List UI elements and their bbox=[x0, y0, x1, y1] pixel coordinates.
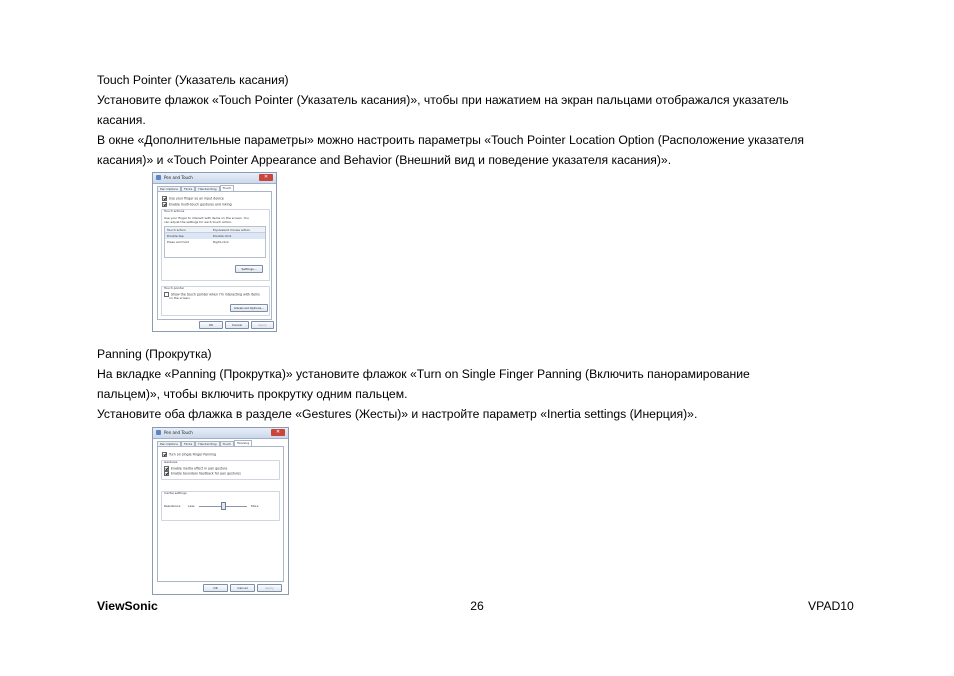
tab-pane bbox=[157, 191, 272, 320]
paragraph-line: Установите оба флажка в разделе «Gestures (Жесты)» и настройте параметр «Inertia settings (Инерция)». bbox=[97, 407, 698, 421]
resistance-slider-thumb[interactable] bbox=[221, 502, 226, 510]
group-label: Gestures bbox=[164, 460, 178, 464]
settings-button[interactable]: Settings... bbox=[235, 265, 263, 273]
option-continuation: on the screen. bbox=[169, 296, 191, 300]
column-header: Touch action bbox=[167, 228, 186, 232]
section-heading: Panning (Прокрутка) bbox=[97, 347, 212, 361]
footer-brand: ViewSonic bbox=[97, 599, 158, 613]
group-label: Inertia settings bbox=[164, 491, 187, 495]
less-label: Less bbox=[188, 504, 195, 508]
touch-actions-table bbox=[164, 226, 266, 258]
tab-pen-options[interactable]: Pen Options bbox=[157, 186, 181, 192]
advanced-options-button[interactable]: Advanced Options... bbox=[230, 304, 268, 312]
boundary-feedback-option[interactable]: Enable boundary feedback for pan gestures bbox=[164, 471, 241, 476]
single-finger-panning-option[interactable]: Turn on Single Finger Panning bbox=[162, 452, 216, 457]
paragraph-line: Установите флажок «Touch Pointer (Указатель касания)», чтобы при нажатием на экран пальцами отображался указатель bbox=[97, 93, 789, 107]
ok-button[interactable]: OK bbox=[203, 584, 228, 592]
cancel-button[interactable]: Cancel bbox=[230, 584, 255, 592]
group-description: can adjust the settings for each touch action. bbox=[164, 220, 233, 224]
checkbox-checked[interactable] bbox=[162, 202, 167, 207]
panning-settings-screenshot bbox=[152, 427, 289, 595]
inertia-settings-group bbox=[161, 491, 280, 521]
resistance-label: Resistance: bbox=[164, 504, 182, 508]
touch-pointer-group bbox=[161, 286, 270, 316]
close-icon[interactable]: ✕ bbox=[271, 429, 285, 436]
section-touch-pointer bbox=[97, 70, 867, 170]
more-label: More bbox=[251, 504, 259, 508]
section-heading: Touch Pointer (Указатель касания) bbox=[97, 73, 289, 87]
column-header: Equivalent mouse action bbox=[213, 228, 251, 232]
tab-flicks[interactable]: Flicks bbox=[181, 441, 195, 447]
paragraph-line: На вкладке «Panning (Прокрутка)» установите флажок «Turn on Single Finger Panning (Включить панорамирование bbox=[97, 367, 750, 381]
tab-pane bbox=[157, 446, 284, 582]
apply-button[interactable]: Apply bbox=[257, 584, 282, 592]
gestures-group bbox=[161, 460, 280, 480]
group-description: Use your finger to interact with items on the screen. You bbox=[164, 216, 249, 220]
dialog-titlebar bbox=[153, 428, 288, 439]
tab-handwriting[interactable]: Handwriting bbox=[195, 186, 219, 192]
tab-panning[interactable]: Panning bbox=[234, 440, 252, 447]
inertia-effect-option[interactable]: Enable inertia effect in pan gesture bbox=[164, 466, 227, 471]
pen-touch-icon bbox=[156, 430, 161, 435]
multitouch-option[interactable]: Enable multi-touch gestures and inking bbox=[162, 202, 232, 207]
table-row[interactable]: Press and hold Right-click bbox=[167, 240, 229, 244]
paragraph-line: касания)» и «Touch Pointer Appearance and Behavior (Внешний вид и поведение указателя касания)». bbox=[97, 153, 672, 167]
touch-settings-screenshot bbox=[152, 172, 277, 332]
footer-model: VPAD10 bbox=[808, 599, 854, 613]
touch-actions-group bbox=[161, 209, 270, 281]
dialog-titlebar bbox=[153, 173, 276, 184]
finger-input-option[interactable]: Use your finger as an input device bbox=[162, 196, 224, 201]
dialog-title: Pen and Touch bbox=[164, 175, 193, 180]
dialog-title: Pen and Touch bbox=[164, 430, 193, 435]
close-icon[interactable]: ✕ bbox=[259, 174, 273, 181]
paragraph-line: касания. bbox=[97, 113, 146, 127]
group-label: Touch pointer bbox=[164, 286, 185, 290]
paragraph-line: В окне «Дополнительные параметры» можно настроить параметры «Touch Pointer Location Option (Расположение указателя bbox=[97, 133, 804, 147]
page-number: 26 bbox=[470, 599, 484, 613]
checkbox-checked[interactable] bbox=[164, 471, 169, 476]
pen-touch-icon bbox=[156, 175, 161, 180]
checkbox-checked[interactable] bbox=[162, 452, 167, 457]
group-label: Touch actions bbox=[164, 209, 185, 213]
tab-handwriting[interactable]: Handwriting bbox=[195, 441, 219, 447]
tab-flicks[interactable]: Flicks bbox=[181, 186, 195, 192]
apply-button[interactable]: Apply bbox=[251, 321, 274, 329]
table-row[interactable]: Double-tap Double-click bbox=[165, 233, 265, 239]
cancel-button[interactable]: Cancel bbox=[225, 321, 249, 329]
ok-button[interactable]: OK bbox=[199, 321, 223, 329]
touch-pointer-option[interactable]: Show the touch pointer when I'm interacting with items bbox=[164, 292, 260, 297]
tab-touch[interactable]: Touch bbox=[220, 185, 235, 192]
section-panning bbox=[97, 344, 867, 424]
tab-pen-options[interactable]: Pen Options bbox=[157, 441, 181, 447]
tab-touch[interactable]: Touch bbox=[220, 441, 235, 447]
paragraph-line: пальцем)», чтобы включить прокрутку одним пальцем. bbox=[97, 387, 408, 401]
checkbox-checked[interactable] bbox=[162, 196, 167, 201]
